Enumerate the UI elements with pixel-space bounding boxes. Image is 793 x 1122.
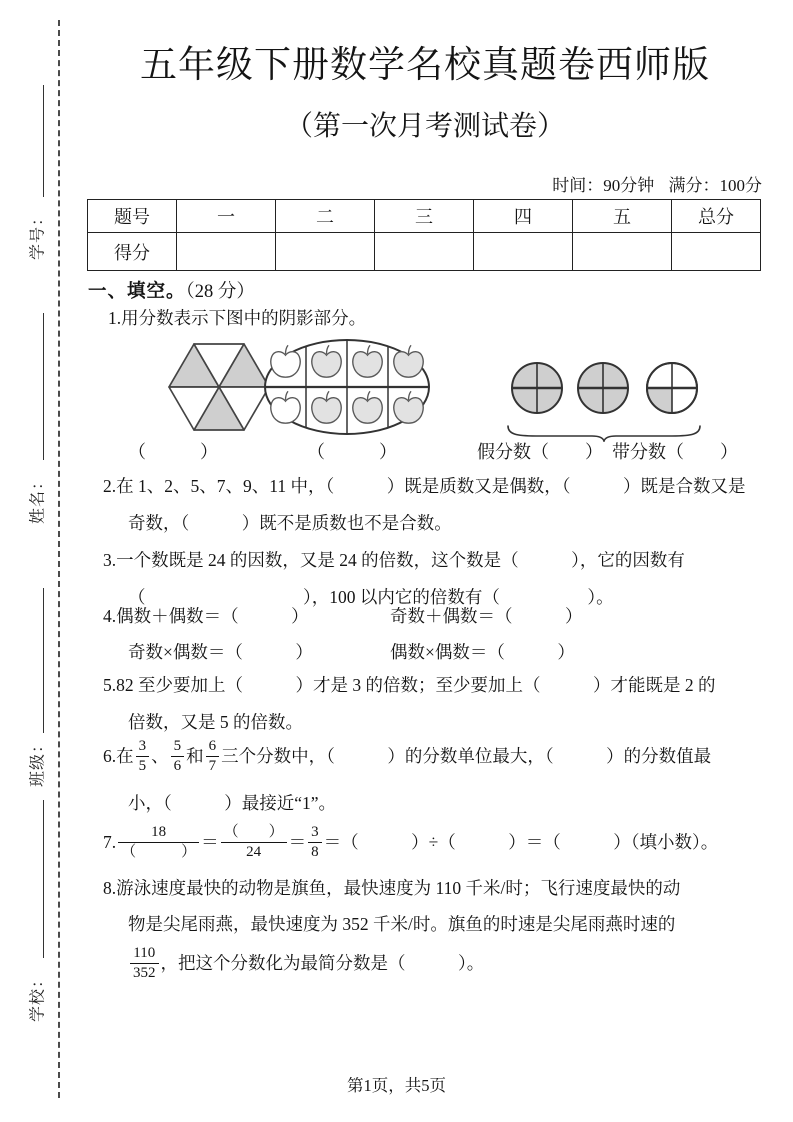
- q7-tail: ＝（ ）÷（ ）＝（ ）（填小数）。: [323, 832, 719, 853]
- q2-line2: 奇数，（ ）既不是质数也不是合数。: [128, 513, 452, 533]
- score-row-label: 得分: [88, 233, 177, 271]
- school-label: 学校：: [29, 971, 47, 1023]
- score-table-header-cell: 总分: [672, 200, 761, 233]
- q3-line2: （ ），100 以内它的倍数有（ ）。: [128, 587, 614, 607]
- q3-line1: 3.一个数既是 24 的因数，又是 24 的倍数，这个数是（ ），它的因数有: [103, 550, 685, 570]
- score-table-header-row: [88, 200, 761, 233]
- fold-dashed-line: [58, 20, 60, 1098]
- q1-improper-fraction-blank: 假分数（ ）: [477, 442, 603, 462]
- q6-post: 三个分数中，（ ）的分数单位最大，（ ）的分数值最: [221, 746, 712, 767]
- score-cell-empty: [177, 233, 276, 271]
- student-no-writing-line: [43, 85, 44, 197]
- q7-line: [103, 826, 718, 862]
- score-table-score-row: [88, 233, 761, 271]
- exam-meta: [88, 171, 762, 196]
- q4-item-3: 奇数×偶数＝（ ）: [128, 642, 313, 662]
- q4-item-1: 4.偶数＋偶数＝（ ）: [103, 606, 309, 626]
- name-writing-line: [43, 313, 44, 460]
- q7-number: 7.: [103, 832, 117, 853]
- page-subtitle: （第一次月考测试卷）: [284, 111, 565, 142]
- q4-item-4: 偶数×偶数＝（ ）: [390, 642, 575, 662]
- q6-pre: 在: [116, 746, 134, 767]
- q8-line3-text: ，把这个分数化为最简分数是（ ）。: [160, 953, 485, 974]
- q7-fraction-3: $\frac{3}{8}$: [308, 824, 322, 860]
- q6-sep1: 、: [151, 746, 169, 767]
- q8-line3: [128, 947, 484, 983]
- score-cell-empty: [276, 233, 375, 271]
- q8-line1: 8.游泳速度最快的动物是旗鱼，最快速度为 110 千米/时；飞行速度最快的动: [103, 878, 681, 898]
- page-number: 第1页，共5页: [347, 1076, 446, 1095]
- score-table: [87, 199, 761, 271]
- section-one-heading: [88, 277, 255, 303]
- score-cell-empty: [573, 233, 672, 271]
- score-table-header-cell: 五: [573, 200, 672, 233]
- section-one-points: （28 分）: [185, 282, 255, 302]
- q8-line2: 物是尖尾雨燕，最快速度为 352 千米/时。旗鱼的时速是尖尾雨燕时速的: [128, 914, 676, 934]
- apple-oval-figure: [262, 337, 432, 437]
- score-cell-empty: [672, 233, 761, 271]
- score-table-header-cell: 四: [474, 200, 573, 233]
- exam-full-score: 满分：100分: [668, 176, 762, 195]
- q8-fraction: $\frac{110}{352}$: [130, 945, 159, 981]
- exam-time: 时间：90分钟: [552, 176, 655, 195]
- score-cell-empty: [375, 233, 474, 271]
- q2-line1: 2.在 1、2、5、7、9、11 中，（ ）既是质数又是偶数，（ ）既是合数又是: [103, 476, 746, 496]
- q1-mixed-number-blank: 带分数（ ）: [612, 442, 738, 462]
- q1-blank-hexagon: （ ）: [128, 442, 218, 462]
- score-table-header-cell: 一: [177, 200, 276, 233]
- q7-fraction-2: $\frac{( )}{24}$: [221, 824, 287, 860]
- q5-line1: 5.82 至少要加上（ ）才是 3 的倍数；至少要加上（ ）才能既是 2 的: [103, 675, 716, 695]
- page-title: 五年级下册数学名校真题卷西师版: [140, 45, 710, 86]
- q6-sep2: 和: [186, 746, 204, 767]
- q7-equals-1: ＝: [201, 832, 219, 853]
- class-writing-line: [43, 588, 44, 733]
- q6-line1: [103, 740, 711, 776]
- school-writing-line: [43, 800, 44, 958]
- q6-fraction-1: $\frac{3}{5}$: [136, 738, 150, 774]
- score-table-header-cell: 二: [276, 200, 375, 233]
- q6-number: 6.: [103, 746, 117, 767]
- q7-equals-2: ＝: [288, 832, 307, 853]
- name-label: 姓名：: [29, 473, 47, 525]
- score-table-header-cell: 三: [375, 200, 474, 233]
- student-no-label: 学号：: [29, 209, 47, 261]
- section-one-label: 一、填空。: [88, 280, 186, 301]
- quarter-circles-figure: [506, 358, 702, 420]
- score-table-header-cell: 题号: [88, 200, 177, 233]
- score-cell-empty: [474, 233, 573, 271]
- class-label: 班级：: [29, 736, 47, 788]
- q6-fraction-2: $\frac{5}{6}$: [171, 738, 185, 774]
- q1-blank-apples: （ ）: [307, 442, 397, 462]
- q6-fraction-3: $\frac{6}{7}$: [206, 738, 220, 774]
- q7-fraction-1: $\frac{18}{( )}$: [118, 824, 199, 860]
- q6-line2: 小，（ ）最接近“1”。: [128, 793, 337, 813]
- q5-line2: 倍数，又是 5 的倍数。: [128, 712, 303, 732]
- q1-text: 1.用分数表示下图中的阴影部分。: [108, 308, 367, 328]
- q4-item-2: 奇数＋偶数＝（ ）: [390, 606, 583, 626]
